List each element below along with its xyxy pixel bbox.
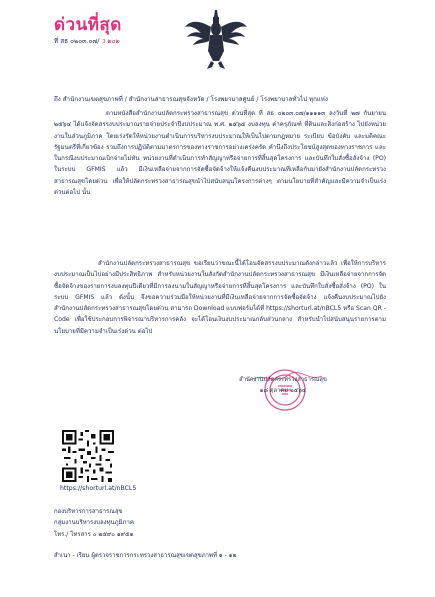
signature-office: สำนักงานปลัดกระทรวงสาธารณสุข	[239, 377, 327, 383]
garuda-emblem	[183, 7, 249, 73]
qr-code[interactable]	[62, 430, 114, 482]
signature-date: ๑๘ ตุลาคม ๒๕๖๔	[259, 388, 307, 394]
signature-block	[218, 375, 348, 397]
issuing-unit: กลุ่มงานบริหารงบลงทุนภูมิภาค	[54, 519, 134, 527]
recipient-line: ถึง สำนักงานเขตสุขภาพที่ / สำนักงานสาธารณสุขจังหวัด / โรงพยาบาลศูนย์ / โรงพยาบาลทั่วไป ทุกแห่ง	[54, 96, 328, 103]
document-number-handwritten: ว ๒๐๒	[101, 37, 120, 45]
urgent-label: ด่วนที่สุด	[54, 15, 122, 35]
phone-fax: โทร./ โทรสาร ๐ ๒๕๙๐ ๑๙๕๑	[54, 530, 134, 538]
issuing-office-block	[54, 506, 134, 540]
document-number-prefix: ที่ สธ ๐๒๐๓.๐๗/	[54, 37, 100, 45]
document-number	[54, 36, 119, 46]
qr-url[interactable]: https://shorturl.at/nBCL5	[60, 485, 137, 492]
issuing-division: กองบริหารการสาธารณสุข	[54, 508, 123, 515]
copy-to-line: สำเนา - เรียน ผู้ตรวจราชการกระทรวงสาธารณสุขเขตสุขภาพที่ ๑ - ๑๒	[54, 552, 237, 559]
paragraph-2: สำนักงานปลัดกระทรวงสาธารณสุข ขอเรียนว่าขณะนี้ได้โอนจัดสรรงบประมาณดังกล่าวแล้ว เพื่อให้การบริหารงบประมาณเป็นไปอย่างมีประสิทธิภาพ สำหรับหน่วยงานในสังกัดสำนักงานปลัดกระทรวงสาธารณสุข มีเงินเหลือจ่ายจากการจัดซื้อจัดจ้างของรายการงบลงทุนปีเดียวที่มีการลงนามในสัญญาหรือจ่ายการที่สิ้นสุดโครงการ และบันทึกใบสั่งซื้อสั่งจ้าง (PO) ในระบบ GFMIS แล้ว ดังนั้น จึงขอความร่วมมือให้หน่วยงานที่มีเงินเหลือจ่ายจากการจัดซื้อจัดจ้าง แจ้งคืนงบประมาณไปยังสำนักงานปลัดกระทรวงสาธารณสุขโดยด่วน สามารถ Download แบบฟอร์มได้ที่ https://shorturl.at/nBCL5 หรือ Scan QR - Code เพื่อใช้ประกอบการพิจารณาบริหารการคลัง จะได้โอนเงินงบประมาณกลับส่วนกลาง สำหรับนำไปสนับสนุนรายการตามนโยบายที่มีความจำเป็นเร่งด่วน ต่อไป	[54, 260, 386, 335]
paragraph-1: ตามหนังสือสำนักงานปลัดกระทรวงสาธารณสุข ด่วนที่สุด ที่ สธ ๐๒๐๓.๐๗/๑๑๑๑๓ ลงวันที่ ๒๗ กันยายน ๒๕๖๔ ได้แจ้งจัดสรรงบประมาณรายจ่ายประจำปีงบประมาณ พ.ศ. ๒๕๖๕ งบลงทุน ค่าครุภัณฑ์ ที่ดินและสิ่งก่อสร้าง ไปยังหน่วยงานในส่วนภูมิภาค โดยเร่งรัดให้หน่วยงานดำเนินการบริหารงบประมาณให้เป็นไปตามกฎหมาย ระเบียบ ข้อบังคับ และมติคณะรัฐมนตรีที่เกี่ยวข้อง รวมถึงการปฏิบัติตามมาตรการของทางราชการอย่างเคร่งครัด คำนึงถึงประโยชน์สูงสุดของทางราชการ และในกรณีงบประมาณเบิกจ่ายไม่ทัน หน่วยงานที่ดำเนินการทำสัญญาหรือจ่ายการที่สิ้นสุดโครงการ และบันทึกใบสั่งซื้อสั่งจ้าง (PO) ในระบบ GFMIS แล้ว มีเงินเหลือจ่ายจากการจัดซื้อจัดจ้างให้แจ้งคืนงบประมาณที่เหลือกับมายังสำนักงานปลัดกระทรวงสาธารณสุขโดยด่วน เพื่อให้ปลัดกระทรวงสาธารณสุขนำไปสนับสนุนโครงการต่างๆ ตามนโยบายที่สำคัญและมีความจำเป็นเร่งด่วนต่อไป นั้น	[54, 110, 386, 197]
